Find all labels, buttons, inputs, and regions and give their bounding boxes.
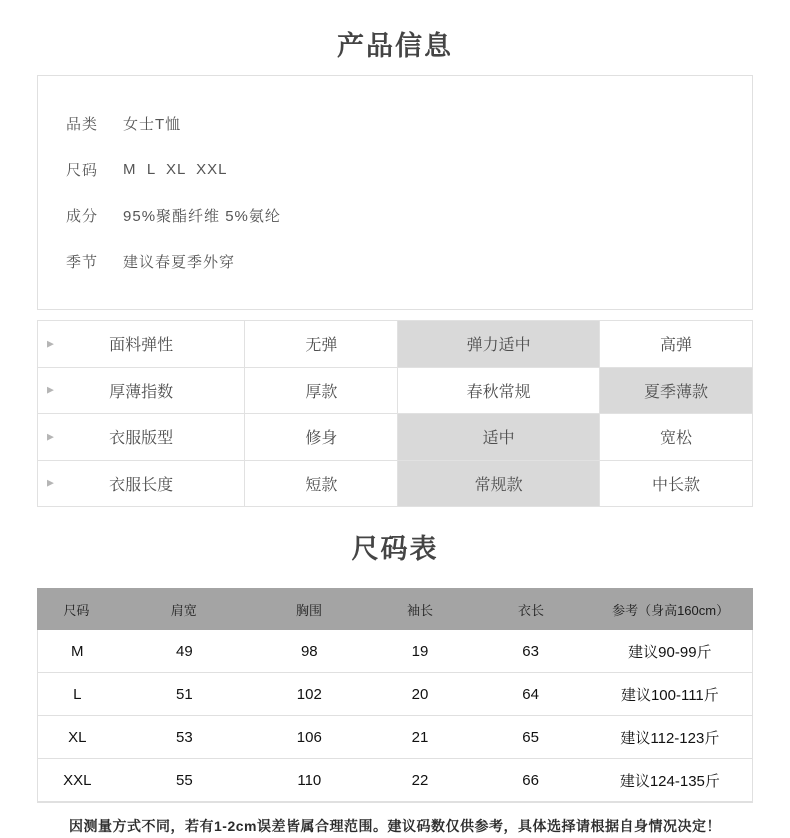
table-cell: XL [68,728,87,746]
attribute-option: 厚款 [245,368,398,415]
attribute-label: 厚薄指数 [109,383,174,401]
header-cell-sleeve: 袖长 [407,602,434,618]
size-chart-title: 尺码表 [351,534,439,564]
attribute-option: 夏季薄款 [600,368,753,415]
attribute-label: 衣服版型 [109,430,174,448]
table-cell: L [73,685,82,703]
table-cell: 49 [176,642,193,660]
table-row-xxl [38,759,752,802]
info-row-sizes [38,146,752,192]
attribute-option: 宽松 [600,414,753,461]
info-row-category [38,100,752,146]
table-cell: 55 [176,771,193,789]
triangle-right-icon: ▶ [47,477,54,488]
table-cell: 64 [522,685,539,703]
attribute-row-elasticity [38,321,753,368]
attribute-option: 修身 [245,414,398,461]
table-row-l [38,673,752,716]
triangle-right-icon: ▶ [47,431,54,442]
table-cell: 65 [522,728,539,746]
header-cell-bust: 胸围 [296,602,323,618]
header-cell-reference: 参考（身高160cm） [612,602,730,618]
attribute-option: 中长款 [600,461,753,508]
table-cell: 66 [522,771,539,789]
attribute-label: 面料弹性 [109,337,174,355]
table-row-xl [38,716,752,759]
attribute-label-cell [38,321,245,368]
table-cell: 建议124-135斤 [619,772,720,790]
product-info-card [37,75,753,310]
info-row-composition [38,192,752,238]
attribute-option: 弹力适中 [398,321,600,368]
attribute-option: 短款 [245,461,398,508]
attribute-label-cell [38,461,245,508]
size-table-header [37,588,753,630]
header-cell-size: 尺码 [63,602,90,618]
info-row-season [38,238,752,284]
info-value: 95%聚酯纤维 5%氨纶 [123,207,281,225]
table-cell: 106 [296,728,322,746]
info-value: M L XL XXL [123,160,228,178]
attribute-option: 常规款 [398,461,600,508]
triangle-right-icon: ▶ [47,384,54,395]
attribute-row-thickness [38,368,753,415]
attribute-label: 衣服长度 [109,476,174,494]
table-cell: 建议112-123斤 [620,729,720,747]
table-cell: 110 [297,771,322,789]
table-cell: M [71,642,84,660]
attribute-option: 适中 [398,414,600,461]
header-cell-shoulder: 肩宽 [170,602,197,618]
attribute-label-cell [38,414,245,461]
table-cell: 建议90-99斤 [628,643,712,661]
table-cell: 53 [176,728,193,746]
table-cell: 102 [296,685,322,703]
table-cell: 21 [411,728,429,746]
table-cell: XXL [63,771,92,789]
table-cell: 51 [176,685,193,703]
attribute-option: 无弹 [245,321,398,368]
info-label: 成分 [66,207,99,225]
info-value: 女士T恤 [123,115,182,133]
attribute-option: 春秋常规 [398,368,600,415]
table-cell: 20 [411,685,429,703]
measurement-disclaimer: 因测量方式不同，若有1-2cm误差皆属合理范围。建议码数仅供参考，具体选择请根据自身情况决定！ [69,818,721,834]
attributes-table [37,320,753,507]
page-title: 产品信息 [337,31,453,61]
triangle-right-icon: ▶ [47,338,54,349]
header-cell-length: 衣长 [517,602,544,618]
table-cell: 建议100-111斤 [620,686,719,704]
info-label: 季节 [66,253,99,271]
table-cell: 63 [522,642,539,660]
attribute-option: 高弹 [600,321,753,368]
attribute-row-fit [38,414,753,461]
info-label: 品类 [66,115,99,133]
attribute-row-length [38,461,753,508]
size-table [37,588,753,803]
table-cell: 19 [411,642,429,660]
table-cell: 22 [411,771,429,789]
attribute-label-cell [38,368,245,415]
size-table-body [37,630,753,803]
info-label: 尺码 [66,161,99,179]
info-value: 建议春夏季外穿 [123,253,236,271]
table-row-m [38,630,752,673]
table-cell: 98 [300,642,318,660]
